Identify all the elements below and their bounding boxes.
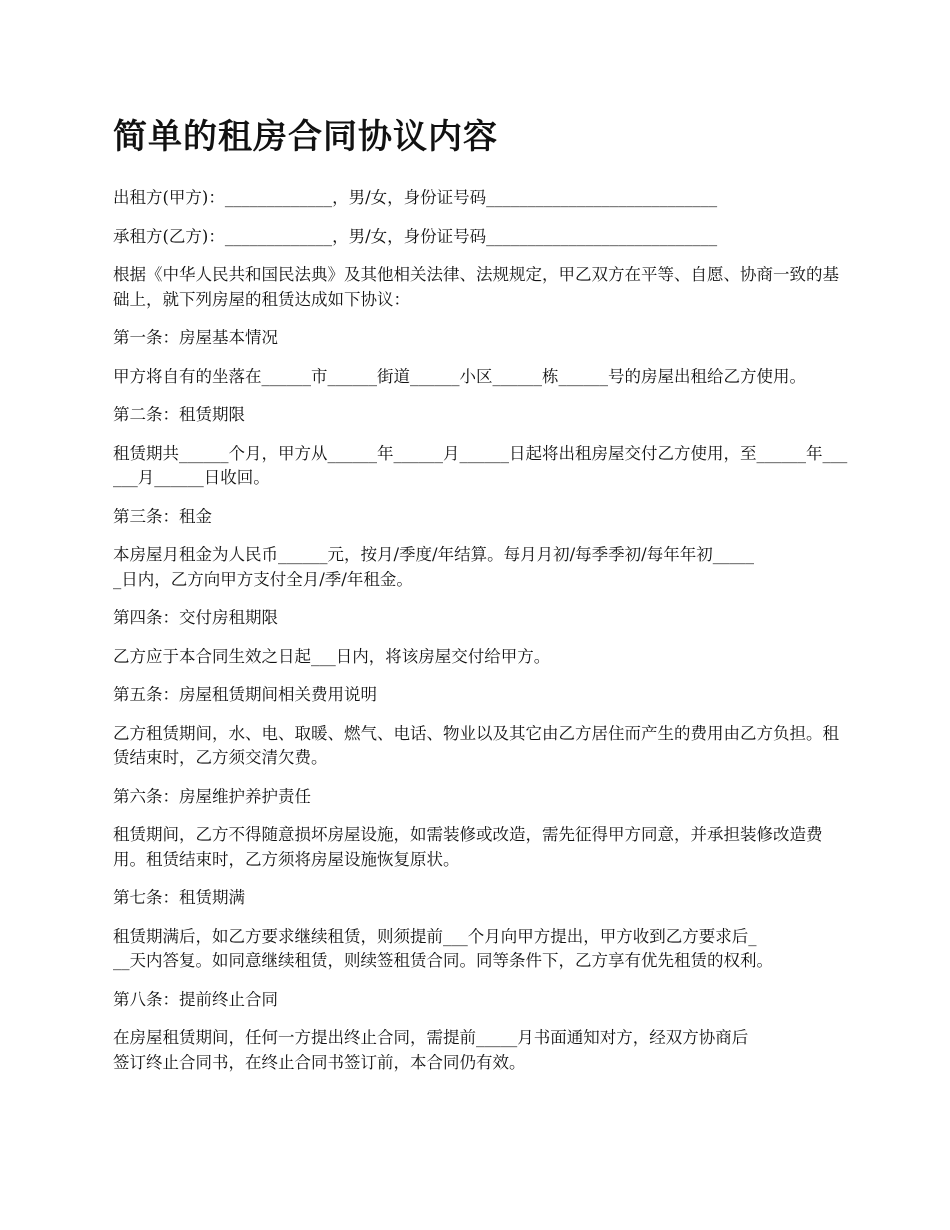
clause-4-heading: 第四条：交付房租期限 xyxy=(113,608,278,627)
clause-4-body: 乙方应于本合同生效之日起___日内，将该房屋交付给甲方。 xyxy=(113,646,551,666)
clause-6-heading: 第六条：房屋维护养护责任 xyxy=(113,786,311,806)
document-page xyxy=(113,112,853,1089)
clause-5-heading: 第五条：房屋租赁期间相关费用说明 xyxy=(113,685,377,704)
clause-6-body: 租赁期间，乙方不得随意损坏房屋设施，如需装修或改造，需先征得甲方同意，并承担装修改造费用。租赁结束时，乙方须将房屋设施恢复原状。 xyxy=(113,825,823,869)
clause-3-body: 本房屋月租金为人民币______元，按月/季度/年结算。每月月初/每季季初/每年年初_____ _日内，乙方向甲方支付全月/季/年租金。 xyxy=(113,545,754,589)
preamble-paragraph: 根据《中华人民共和国民法典》及其他相关法律、法规规定，甲乙双方在平等、自愿、协商一致的基础上，就下列房屋的租赁达成如下协议： xyxy=(113,265,839,309)
clause-1-heading: 第一条：房屋基本情况 xyxy=(113,328,278,347)
clause-2-body: 租赁期共______个月，甲方从______年______月______日起将出租房屋交付乙方使用，至______年______月______日收回。 xyxy=(113,443,848,487)
party-b-line: 承租方(乙方)：_____________，男/女，身份证号码____________________________ xyxy=(113,226,718,246)
clause-2-heading: 第二条：租赁期限 xyxy=(113,405,245,424)
party-a-line: 出租方(甲方)：_____________，男/女，身份证号码____________________________ xyxy=(113,188,718,207)
clause-1-body: 甲方将自有的坐落在______市______街道______小区______栋______号的房屋出租给乙方使用。 xyxy=(113,366,806,386)
clause-8-body: 在房屋租赁期间，任何一方提出终止合同，需提前_____月书面通知对方，经双方协商后 签订终止合同书，在终止合同书签订前，本合同仍有效。 xyxy=(113,1028,749,1072)
clause-5-body: 乙方租赁期间，水、电、取暖、燃气、电话、物业以及其它由乙方居住而产生的费用由乙方负担。租赁结束时，乙方须交清欠费。 xyxy=(113,723,839,767)
clause-8-heading: 第八条：提前终止合同 xyxy=(113,989,278,1009)
page-title: 简单的租房合同协议内容 xyxy=(113,117,498,157)
clause-3-heading: 第三条：租金 xyxy=(113,506,212,526)
clause-7-body: 租赁期满后，如乙方要求继续租赁，则须提前___个月向甲方提出，甲方收到乙方要求后_ __天内答复。如同意继续租赁，则续签租赁合同。同等条件下，乙方享有优先租赁的权利。 xyxy=(113,926,773,970)
clause-7-heading: 第七条：租赁期满 xyxy=(113,888,245,907)
